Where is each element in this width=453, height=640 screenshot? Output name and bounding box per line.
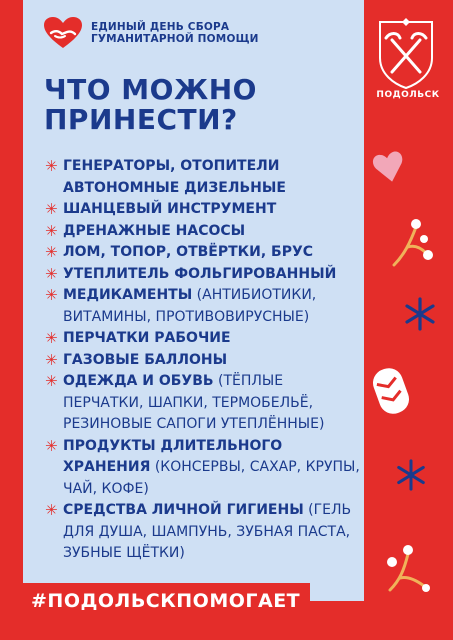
headline-line2: ПРИНЕСТИ? bbox=[44, 103, 238, 136]
list-item-text bbox=[63, 500, 365, 565]
headline-line1: ЧТО МОЖНО bbox=[44, 73, 257, 106]
asterisk-bullet-icon: ✳ bbox=[45, 200, 58, 218]
list-item bbox=[45, 500, 365, 565]
asterisk-bullet-icon: ✳ bbox=[45, 243, 58, 261]
list-item-title: СРЕДСТВА ЛИЧНОЙ ГИГИЕНЫ bbox=[63, 502, 304, 518]
list-item-title: ПРОДУКТЫ ДЛИТЕЛЬНОГО ХРАНЕНИЯ bbox=[63, 437, 283, 475]
snowflake-icon bbox=[402, 296, 438, 332]
list-item-title-cont: АВТОНОМНЫЕ ДИЗЕЛЬНЫЕ bbox=[63, 179, 286, 196]
list-item-title: МЕДИКАМЕНТЫ bbox=[63, 287, 193, 303]
list-item-text bbox=[63, 242, 365, 264]
list-item-text bbox=[63, 328, 365, 350]
list-item-title: ГЕНЕРАТОРЫ, ОТОПИТЕЛИ bbox=[63, 158, 280, 174]
list-item-text bbox=[63, 350, 365, 372]
asterisk-bullet-icon: ✳ bbox=[45, 372, 58, 390]
snowflake-icon bbox=[394, 458, 428, 492]
berry-branch-icon bbox=[390, 215, 436, 271]
list-item bbox=[45, 221, 365, 243]
list-item-title: ШАНЦЕВЫЙ ИНСТРУМЕНТ bbox=[63, 201, 277, 217]
podolsk-coat-of-arms-icon bbox=[376, 18, 436, 90]
list-item-title: ДРЕНАЖНЫЕ НАСОСЫ bbox=[63, 222, 246, 239]
asterisk-bullet-icon: ✳ bbox=[45, 436, 58, 455]
list-item bbox=[45, 328, 365, 350]
asterisk-bullet-icon: ✳ bbox=[45, 329, 58, 347]
mitten-icon bbox=[366, 362, 416, 420]
list-item bbox=[45, 156, 365, 199]
asterisk-bullet-icon: ✳ bbox=[45, 286, 58, 304]
list-item-text bbox=[63, 264, 365, 286]
event-logo-row bbox=[43, 16, 259, 50]
list-item-text bbox=[63, 371, 365, 436]
heart-icon bbox=[372, 150, 406, 184]
list-item-details: (КОНСЕРВЫ, САХАР, КРУПЫ, ЧАЙ, КОФЕ) bbox=[63, 459, 360, 497]
asterisk-bullet-icon: ✳ bbox=[45, 264, 58, 283]
list-item-text bbox=[63, 221, 365, 243]
list-item bbox=[45, 350, 365, 372]
heart-hands-logo bbox=[43, 16, 83, 50]
headline bbox=[44, 75, 257, 135]
list-item-details: (ГЕЛЬ ДЛЯ ДУША, ШАМПУНЬ, ЗУБНАЯ ПАСТА, ЗУБНЫЕ ЩЁТКИ) bbox=[63, 502, 352, 561]
list-item-title: ЛОМ, ТОПОР, ОТВЁРТКИ, БРУС bbox=[63, 244, 314, 260]
list-item-title: УТЕПЛИТЕЛЬ ФОЛЬГИРОВАННЫЙ bbox=[63, 265, 337, 282]
list-item bbox=[45, 436, 365, 501]
hashtag-badge: #ПОДОЛЬСКПОМОГАЕТ bbox=[23, 583, 310, 620]
list-item bbox=[45, 371, 365, 436]
asterisk-bullet-icon: ✳ bbox=[45, 157, 58, 175]
list-item-text bbox=[63, 436, 365, 501]
content-card bbox=[23, 0, 364, 612]
list-item-title: ОДЕЖДА И ОБУВЬ bbox=[63, 373, 214, 389]
asterisk-bullet-icon: ✳ bbox=[45, 221, 58, 240]
asterisk-bullet-icon: ✳ bbox=[45, 350, 58, 369]
city-label: ПОДОЛЬСК bbox=[376, 90, 440, 100]
list-item-details: (ТЁПЛЫЕ ПЕРЧАТКИ, ШАПКИ, ТЕРМОБЕЛЬЁ, РЕЗИНОВЫЕ САПОГИ УТЕПЛЁННЫЕ) bbox=[63, 373, 325, 432]
asterisk-bullet-icon: ✳ bbox=[45, 501, 58, 519]
list-item bbox=[45, 199, 365, 221]
berry-branch-icon bbox=[384, 540, 432, 596]
list-item bbox=[45, 264, 365, 286]
list-item-text bbox=[63, 156, 365, 199]
list-item-details: (АНТИБИОТИКИ, ВИТАМИНЫ, ПРОТИВОВИРУСНЫЕ) bbox=[63, 287, 317, 325]
list-item bbox=[45, 242, 365, 264]
items-list bbox=[45, 156, 365, 565]
event-title bbox=[91, 21, 259, 45]
list-item-title: ПЕРЧАТКИ РАБОЧИЕ bbox=[63, 330, 231, 346]
list-item-title: ГАЗОВЫЕ БАЛЛОНЫ bbox=[63, 351, 228, 368]
list-item-text bbox=[63, 285, 365, 328]
event-title-line2: ГУМАНИТАРНОЙ ПОМОЩИ bbox=[91, 33, 259, 45]
list-item bbox=[45, 285, 365, 328]
list-item-text bbox=[63, 199, 365, 221]
event-title-line1: ЕДИНЫЙ ДЕНЬ СБОРА bbox=[91, 21, 230, 33]
